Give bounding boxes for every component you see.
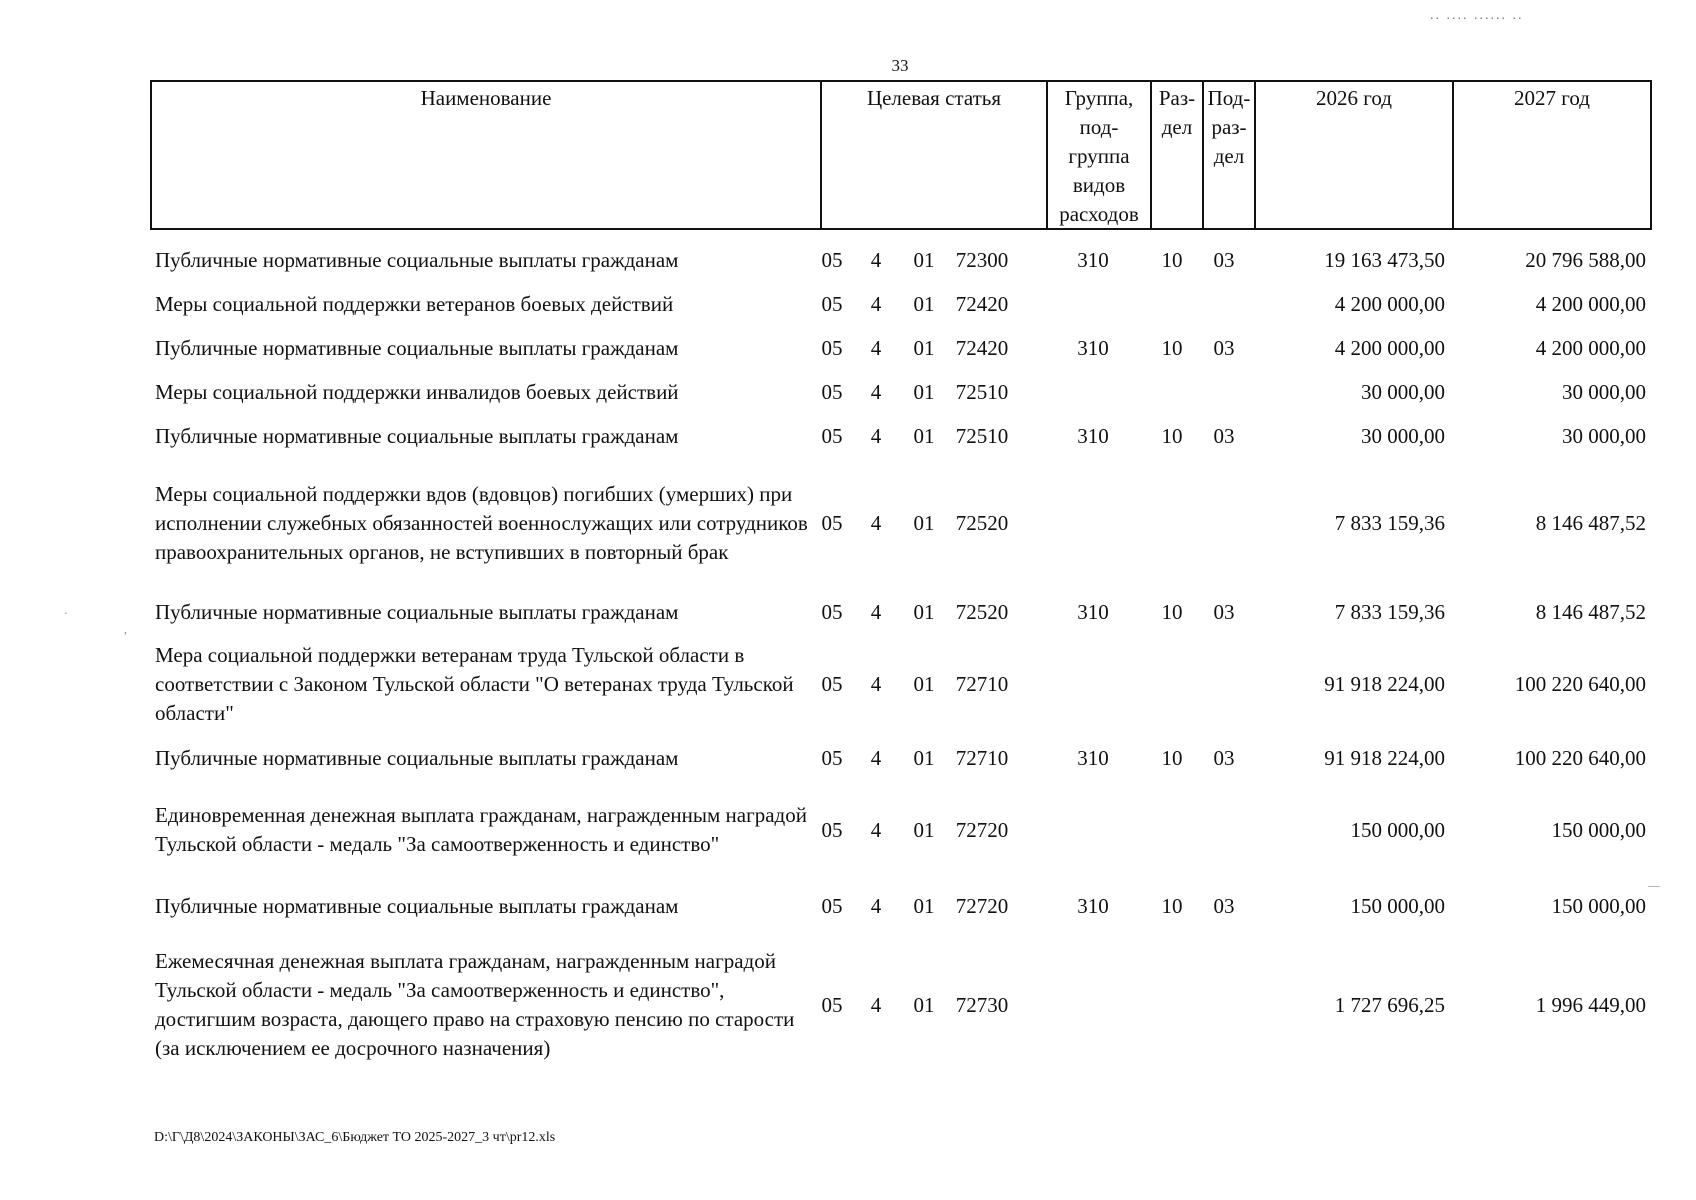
row-subsection: 03 [1213,893,1235,918]
row-ts-type: 4 [870,379,882,404]
row-amount-2027: 4 200 000,00 [1535,291,1646,316]
row-ts-type: 4 [870,992,882,1017]
row-ts-direction: 72520 [955,510,1009,535]
header-group-line: расходов [1059,202,1139,226]
row-group [1043,784,1143,876]
table-row [150,240,1652,280]
row-group: 310 [1077,893,1109,918]
row-amount-2026: 19 163 473,50 [1324,247,1445,272]
header-group-line: видов [1072,173,1126,197]
table-header [150,80,1652,230]
row-amount-2026: 150 000,00 [1350,817,1445,842]
row-group [1043,372,1143,412]
row-ts-program: 05 [821,379,843,404]
row-ts-complex: 01 [913,379,935,404]
row-subsection: 03 [1213,599,1235,624]
row-ts-complex: 01 [913,247,935,272]
row-amount-2027: 8 146 487,52 [1535,510,1646,535]
row-group: 310 [1077,599,1109,624]
header-section-line: дел [1161,115,1193,139]
row-ts-type: 4 [870,745,882,770]
row-name: Меры социальной поддержки вдов (вдовцов) погибших (умерших) при исполнении служебных обязанностей военнослужащих или сотрудников правоохранительных органов, не вступивших в повторный брак [155,481,808,564]
row-ts-direction: 72510 [955,423,1009,448]
row-group [1043,944,1143,1066]
row-name: Единовременная денежная выплата гражданам, награжденным наградой Тульской области - медаль "За самоотверженность и единство" [155,803,807,856]
scan-top-marks: .. .... ...... .. [1430,8,1524,23]
table-row [150,738,1652,778]
header-subsection [1202,82,1254,228]
row-subsection [1199,372,1249,412]
scan-artifact: · [64,606,68,620]
row-amount-2026: 30 000,00 [1361,379,1445,404]
row-amount-2027: 30 000,00 [1562,423,1646,448]
table-row [150,416,1652,456]
row-amount-2027: 150 000,00 [1551,817,1646,842]
header-target-article: Целевая статья [820,82,1046,228]
row-ts-complex: 01 [913,291,935,316]
row-ts-program: 05 [821,335,843,360]
header-subsection-line: дел [1213,144,1245,168]
row-amount-2026: 91 918 224,00 [1324,745,1445,770]
row-ts-complex: 01 [913,599,935,624]
row-group: 310 [1077,745,1109,770]
row-amount-2026: 7 833 159,36 [1334,599,1445,624]
row-ts-direction: 72710 [955,671,1009,696]
row-amount-2026: 150 000,00 [1350,893,1445,918]
header-group-line: Группа, [1064,86,1134,110]
row-ts-program: 05 [821,599,843,624]
row-section: 10 [1161,893,1183,918]
row-ts-type: 4 [870,291,882,316]
row-ts-program: 05 [821,745,843,770]
row-group [1043,284,1143,324]
header-name: Наименование [420,86,552,110]
table-row [150,284,1652,324]
row-section: 10 [1161,247,1183,272]
row-amount-2026: 4 200 000,00 [1334,291,1445,316]
row-name: Меры социальной поддержки ветеранов боевых действий [155,291,674,316]
row-ts-program: 05 [821,992,843,1017]
scan-artifact: — [1648,878,1660,892]
table-row [150,372,1652,412]
row-ts-direction: 72510 [955,379,1009,404]
row-subsection: 03 [1213,745,1235,770]
row-section: 10 [1161,335,1183,360]
row-section: 10 [1161,599,1183,624]
row-ts-type: 4 [870,510,882,535]
header-subsection-line: раз- [1211,115,1247,139]
row-ts-direction: 72710 [955,745,1009,770]
row-ts-complex: 01 [913,335,935,360]
row-ts-program: 05 [821,510,843,535]
row-ts-program: 05 [821,247,843,272]
row-amount-2027: 150 000,00 [1551,893,1646,918]
row-ts-program: 05 [821,423,843,448]
row-amount-2027: 100 220 640,00 [1514,745,1646,770]
row-amount-2026: 4 200 000,00 [1334,335,1445,360]
row-subsection [1199,284,1249,324]
row-name: Публичные нормативные социальные выплаты гражданам [155,247,679,272]
row-name: Публичные нормативные социальные выплаты гражданам [155,335,679,360]
row-ts-type: 4 [870,247,882,272]
row-amount-2026: 7 833 159,36 [1334,510,1445,535]
header-year-2027: 2027 год [1452,82,1650,228]
row-amount-2026: 30 000,00 [1361,423,1445,448]
header-year-2026: 2026 год [1254,82,1452,228]
row-amount-2027: 1 996 449,00 [1535,992,1646,1017]
row-ts-complex: 01 [913,893,935,918]
row-group: 310 [1077,247,1109,272]
row-group [1043,638,1143,730]
table-row [150,638,1652,730]
row-section: 10 [1161,745,1183,770]
header-subsection-line: Под- [1207,86,1251,110]
row-ts-direction: 72730 [955,992,1009,1017]
row-ts-program: 05 [821,671,843,696]
row-ts-type: 4 [870,671,882,696]
row-section [1147,944,1197,1066]
scan-artifact: , [124,622,127,636]
table-row [150,328,1652,368]
row-ts-direction: 72720 [955,893,1009,918]
row-ts-program: 05 [821,817,843,842]
row-section [1147,784,1197,876]
row-name: Ежемесячная денежная выплата гражданам, награжденным наградой Тульской области - медаль "За самоотверженность и единство", достигшим возраста, дающего право на страховую пенсию по старости (за исключением ее досрочного назначения) [155,949,795,1060]
row-subsection [1199,462,1249,584]
header-group-line: группа [1068,144,1130,168]
table-row [150,944,1652,1066]
row-amount-2027: 100 220 640,00 [1514,671,1646,696]
row-subsection [1199,638,1249,730]
row-ts-direction: 72420 [955,291,1009,316]
row-subsection [1199,784,1249,876]
row-name: Публичные нормативные социальные выплаты гражданам [155,745,679,770]
row-amount-2026: 1 727 696,25 [1334,992,1445,1017]
row-ts-type: 4 [870,817,882,842]
row-group: 310 [1077,423,1109,448]
row-ts-direction: 72420 [955,335,1009,360]
row-name: Публичные нормативные социальные выплаты гражданам [155,423,679,448]
header-section [1150,82,1202,228]
table-row [150,784,1652,876]
row-ts-direction: 72520 [955,599,1009,624]
row-ts-type: 4 [870,599,882,624]
header-section-line: Раз- [1158,86,1196,110]
row-name: Меры социальной поддержки инвалидов боевых действий [155,379,679,404]
row-amount-2026: 91 918 224,00 [1324,671,1445,696]
row-ts-type: 4 [870,335,882,360]
row-name: Публичные нормативные социальные выплаты гражданам [155,893,679,918]
row-subsection [1199,944,1249,1066]
row-section [1147,462,1197,584]
row-ts-complex: 01 [913,423,935,448]
row-subsection: 03 [1213,423,1235,448]
row-section [1147,638,1197,730]
table-row [150,462,1652,584]
header-group-line: под- [1079,115,1119,139]
row-group: 310 [1077,335,1109,360]
row-amount-2027: 20 796 588,00 [1525,247,1646,272]
row-ts-complex: 01 [913,671,935,696]
table-row [150,592,1652,632]
row-ts-complex: 01 [913,992,935,1017]
table-row [150,886,1652,926]
row-ts-program: 05 [821,291,843,316]
row-ts-type: 4 [870,423,882,448]
row-name: Публичные нормативные социальные выплаты гражданам [155,599,679,624]
row-subsection: 03 [1213,335,1235,360]
row-name: Мера социальной поддержки ветеранам труда Тульской области в соответствии с Законом Тульской области "О ветеранах труда Тульской области" [155,642,794,725]
row-ts-complex: 01 [913,817,935,842]
row-section: 10 [1161,423,1183,448]
row-amount-2027: 30 000,00 [1562,379,1646,404]
row-ts-direction: 72300 [955,247,1009,272]
page-number: 33 [891,56,909,75]
row-amount-2027: 8 146 487,52 [1535,599,1646,624]
row-subsection: 03 [1213,247,1235,272]
row-ts-type: 4 [870,893,882,918]
row-ts-complex: 01 [913,745,935,770]
header-group [1046,82,1150,228]
row-ts-program: 05 [821,893,843,918]
file-path-footer: D:\Г\Д8\2024\ЗАКОНЫ\ЗАС_6\Бюджет ТО 2025-2027_3 чт\pr12.xls [154,1130,556,1145]
row-group [1043,462,1143,584]
row-amount-2027: 4 200 000,00 [1535,335,1646,360]
row-section [1147,284,1197,324]
row-ts-complex: 01 [913,510,935,535]
row-ts-direction: 72720 [955,817,1009,842]
row-section [1147,372,1197,412]
